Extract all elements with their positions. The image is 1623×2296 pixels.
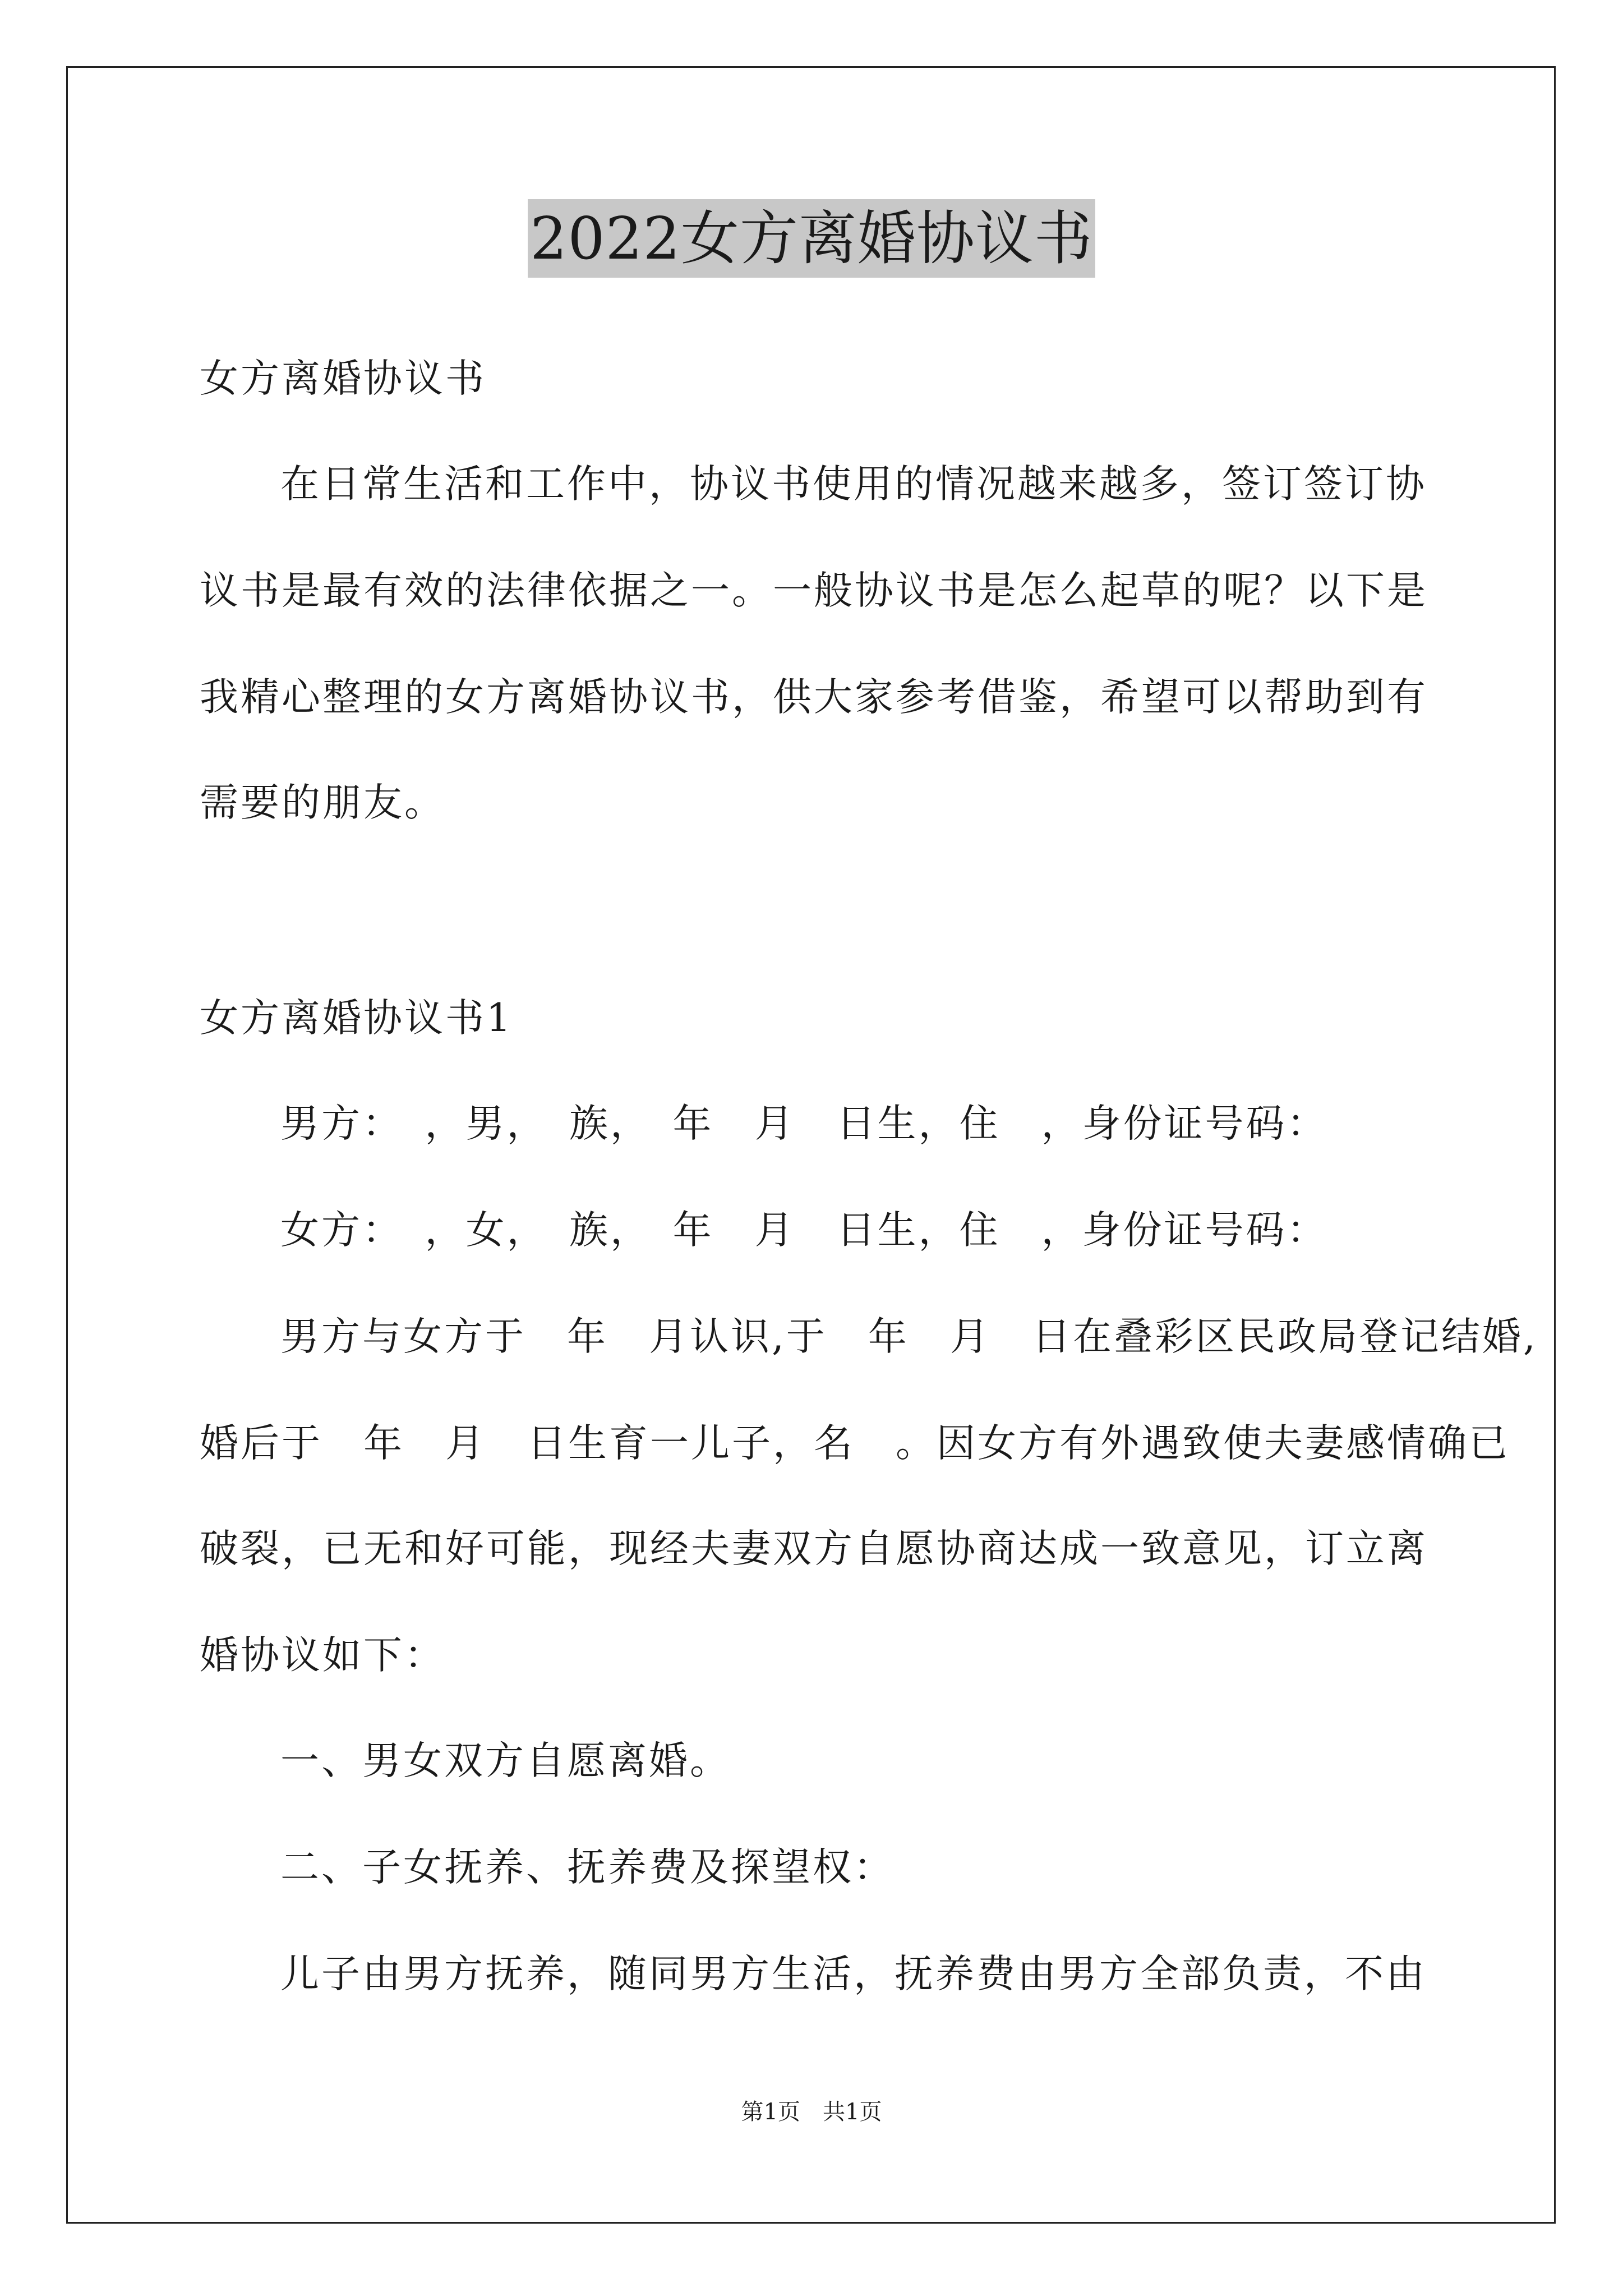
title-container xyxy=(0,199,1623,278)
marriage-line: 破裂，已无和好可能，现经夫妻双方自愿协商达成一致意见，订立离 xyxy=(200,1526,1428,1571)
marriage-line: 婚后于 年 月 日生育一儿子，名 。因女方有外遇致使夫妻感情确已 xyxy=(200,1421,1510,1466)
intro-line: 议书是最有效的法律依据之一。一般协议书是怎么起草的呢？以下是 xyxy=(200,568,1428,613)
intro-line: 我精心整理的女方离婚协议书，供大家参考借鉴，希望可以帮助到有 xyxy=(200,675,1428,720)
wife-info-line: 女方： ，女， 族， 年 月 日生，住 ，身份证号码： xyxy=(280,1208,1328,1253)
document-title: 2022女方离婚协议书 xyxy=(528,199,1095,278)
clause-1: 一、男女双方自愿离婚。 xyxy=(280,1738,731,1783)
husband-info-line: 男方： ，男， 族， 年 月 日生，住 ，身份证号码： xyxy=(280,1101,1328,1146)
marriage-line: 婚协议如下： xyxy=(200,1633,445,1678)
document-subtitle: 女方离婚协议书 xyxy=(200,356,486,401)
intro-line: 需要的朋友。 xyxy=(200,780,445,825)
marriage-line: 男方与女方于 年 月认识,于 年 月 日在叠彩区民政局登记结婚, xyxy=(280,1314,1538,1359)
clause-2-text: 儿子由男方抚养，随同男方生活，抚养费由男方全部负责，不由 xyxy=(280,1952,1427,1996)
clause-2: 二、子女抚养、抚养费及探望权： xyxy=(280,1845,895,1890)
page-number: 第1页 共1页 xyxy=(741,2099,882,2125)
intro-line: 在日常生活和工作中，协议书使用的情况越来越多，签订签订协 xyxy=(280,462,1427,507)
section-heading: 女方离婚协议书1 xyxy=(200,996,513,1041)
